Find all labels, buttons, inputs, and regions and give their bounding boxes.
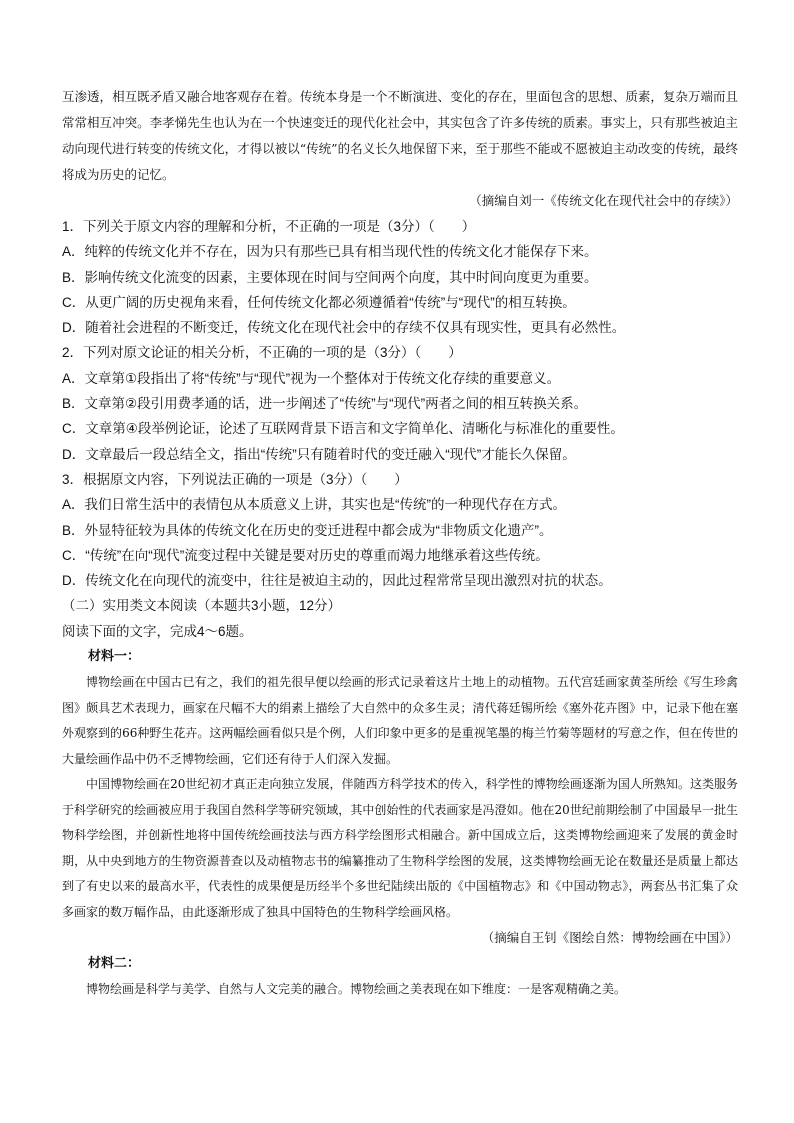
question-3-option-c: C．“传统”在向“现代”流变过程中关键是要对历史的尊重而竭力地继承着这些传统。 — [62, 547, 549, 563]
question-3-stem: 3．根据原文内容，下列说法正确的一项是（3分）（ ） — [62, 471, 408, 487]
document-page — [62, 84, 738, 1003]
excerpt-1-source: （摘编自刘一《传统文化在现代社会中的存续》） — [469, 193, 738, 208]
question-3-option-a: A．我们日常生活中的表情包从本质意义上讲，其实也是“传统”的一种现代存在方式。 — [62, 497, 566, 513]
question-3-option-d: D．传统文化在向现代的流变中，往往是被迫主动的，因此过程常常呈现出激烈对抗的状态。 — [62, 573, 612, 589]
question-2-stem: 2．下列对原文论证的相关分析，不正确的一项的是（3分）（ ） — [62, 345, 462, 361]
material-2-body — [62, 977, 738, 1003]
excerpt-1 — [62, 84, 738, 188]
material-1-source: （摘编自王钊《图绘自然：博物绘画在中国》） — [481, 930, 738, 946]
question-2-option-b: B．文章第②段引用费孝通的话，进一步阐述了“传统”与“现代”两者之间的相互转换关系。 — [62, 396, 588, 412]
question-1-option-b: B．影响传统文化流变的因素，主要体现在时间与空间两个向度，其中时间向度更为重要。 — [62, 269, 598, 285]
question-1-stem: 1．下列关于原文内容的理解和分析，不正确的一项是（3分）（ ） — [62, 219, 476, 234]
question-2-option-d: D．文章最后一段总结全文，指出“传统”只有随着时代的变迁融入“现代”才能长久保留。 — [62, 446, 576, 462]
material-2-paragraph: 博物绘画是科学与美学、自然与人文完美的融合。博物绘画之美表现在如下维度：一是客观精确之美。 — [86, 982, 627, 997]
question-2-option-c: C．文章第④段举例论证，论述了互联网背景下语言和文字简单化、清晰化与标准化的重要性。 — [62, 421, 624, 437]
section-2-heading: （二）实用类文本阅读（本题共3小题，12分） — [62, 598, 342, 614]
question-1-option-c: C．从更广阔的历史视角来看，任何传统文化都必须遵循着“传统”与“现代”的相互转换。 — [62, 294, 576, 310]
question-2-option-a: A．文章第①段指出了将“传统”与“现代”视为一个整体对于传统文化存续的重要意义。 — [62, 370, 561, 386]
material-1-paragraph-1: 博物绘画在中国古已有之，我们的祖先很早便以绘画的形式记录着这片土地上的动植物。五代宫廷画家黄荃所绘《写生珍禽图》颇具艺术表现力，画家在尺幅不大的绢素上描绘了大自然中的众多生灵；清代蒋廷锡所绘《塞外花卉图》中，记录下他在塞外观察到的66种野生花卉。这两幅绘画看似只是个例，人们印象中更多的是重视笔墨的梅兰竹菊等题材的写意之作，但在传世的大量绘画作品中仍不乏博物绘画，它们还有待于人们深入发掘。 — [62, 675, 738, 766]
question-3-option-b: B．外显特征较为具体的传统文化在历史的变迁进程中都会成为“非物质文化遗产”。 — [62, 522, 553, 538]
material-1-label: 材料一： — [88, 649, 141, 665]
question-1-option-a: A．纯粹的传统文化并不存在，因为只有那些已具有相当现代性的传统文化才能保存下来。 — [62, 244, 598, 260]
question-1-option-d: D．随着社会进程的不断变迁，传统文化在现代社会中的存续不仅具有现实性，更具有必然性。 — [62, 320, 626, 336]
material-1-body — [62, 670, 738, 925]
material-2-label: 材料二： — [88, 956, 141, 972]
question-block — [62, 214, 738, 644]
section-2-instruction: 阅读下面的文字，完成4～6题。 — [62, 623, 253, 639]
excerpt-1-paragraph: 互渗透，相互既矛盾又融合地客观存在着。传统本身是一个不断演进、变化的存在，里面包含的思想、质素，复杂万端而且常常相互冲突。李孝悌先生也认为在一个快速变迁的现代化社会中，其实包含了许多传统的质素。事实上，只有那些被迫主动向现代进行转变的传统文化，才得以被以“传统”的名义长久地保留下来，至于那些不能或不愿被迫主动改变的传统，最终将成为历史的记忆。 — [62, 89, 738, 182]
material-1-paragraph-2: 中国博物绘画在20世纪初才真正走向独立发展，伴随西方科学技术的传入，科学性的博物绘画逐渐为国人所熟知。这类服务于科学研究的绘画被应用于我国自然科学等研究领域，其中创始性的代表画家是冯澄如。他在20世纪前期绘制了中国最早一批生物科学绘图，并创新性地将中国传统绘画技法与西方科学绘图形式相融合。新中国成立后，这类博物绘画迎来了发展的黄金时期，从中央到地方的生物资源普查以及动植物志书的编纂推动了生物科学绘图的发展，这类博物绘画无论在数量还是质量上都达到了有史以来的最高水平，代表性的成果便是历经半个多世纪陆续出版的《中国植物志》和《中国动物志》，两套丛书汇集了众多画家的数万幅作品，由此逐渐形成了独具中国特色的生物科学绘画风格。 — [62, 777, 738, 919]
